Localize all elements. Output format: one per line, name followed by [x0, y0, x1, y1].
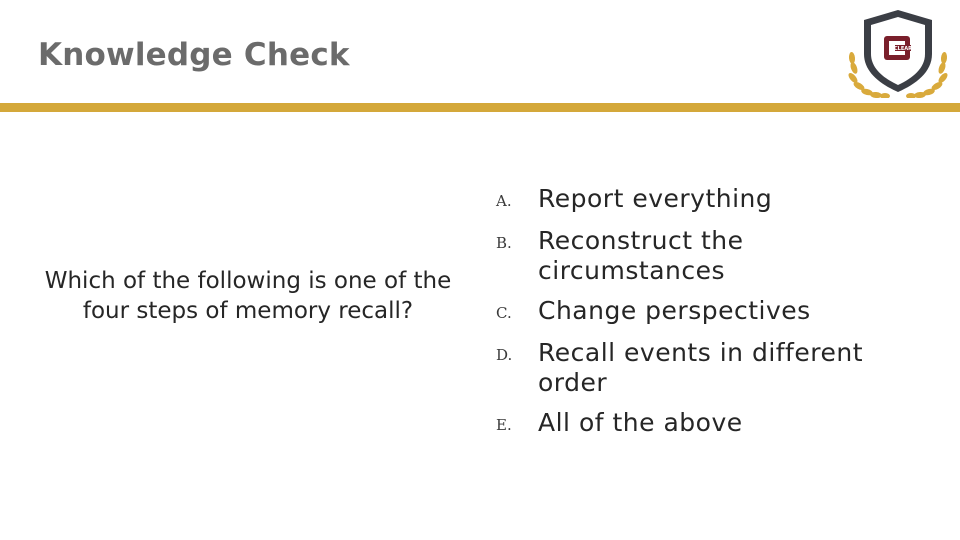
logo-text: CLEAR: [894, 46, 912, 52]
answer-option-b: [496, 226, 936, 286]
option-letter: B.: [496, 234, 512, 252]
option-text: Reconstruct the circumstances: [538, 226, 744, 285]
gold-divider-bar: [0, 103, 960, 112]
option-text: Change perspectives: [538, 296, 811, 325]
option-letter: E.: [496, 416, 512, 434]
option-text: All of the above: [538, 408, 743, 437]
option-letter: C.: [496, 304, 512, 322]
option-letter: A.: [496, 192, 512, 210]
slide-title: Knowledge Check: [38, 37, 350, 73]
option-letter: D.: [496, 346, 513, 364]
clear-shield-logo: [846, 8, 950, 98]
answer-option-e: [496, 408, 936, 440]
answer-option-c: [496, 296, 936, 328]
option-text: Recall events in different order: [538, 338, 863, 397]
answer-option-a: [496, 184, 936, 216]
option-text: Report everything: [538, 184, 773, 213]
question-text: Which of the following is one of the four steps of memory recall?: [44, 268, 452, 324]
answer-options-list: [496, 184, 936, 450]
answer-option-d: [496, 338, 936, 398]
